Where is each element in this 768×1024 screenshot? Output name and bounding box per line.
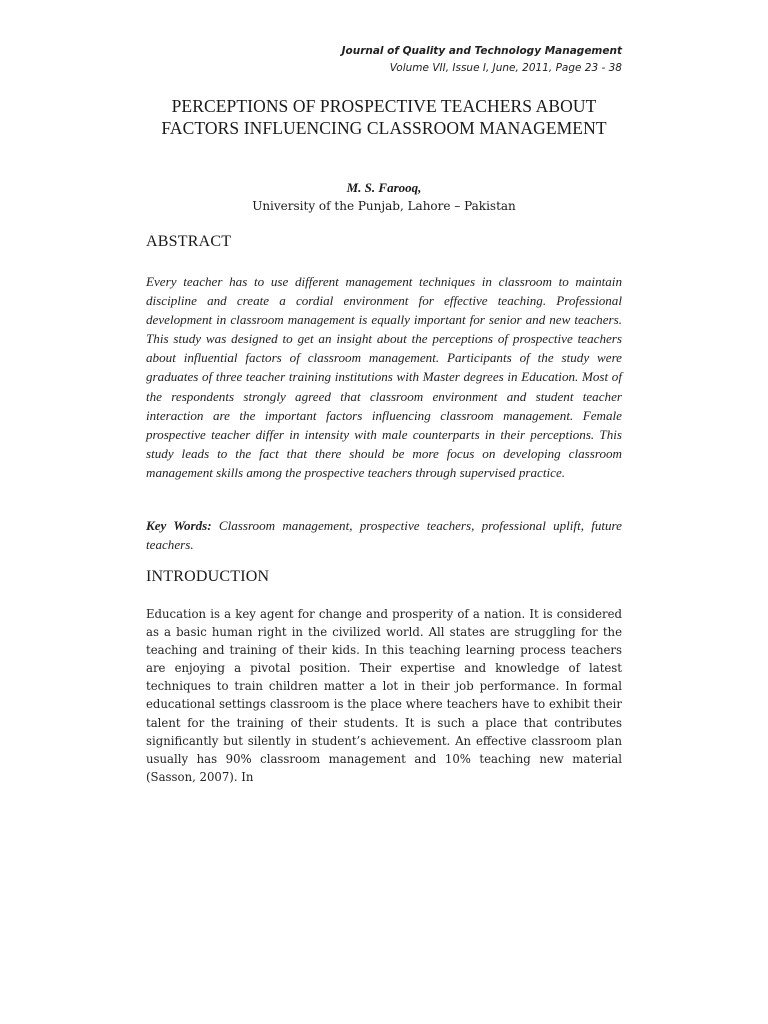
journal-issue: Volume VII, Issue I, June, 2011, Page 23 - 38 — [389, 62, 622, 74]
keywords-label: Key Words: — [146, 518, 212, 533]
journal-name: Journal of Quality and Technology Management — [341, 45, 622, 57]
author-block — [146, 178, 622, 216]
author-name: M. S. Farooq, — [346, 180, 422, 195]
abstract-text: Every teacher has to use different management techniques in classroom to maintain discipline and create a cordial environment for effective teaching. Professional development in classroom management is equally important for senior and new teachers. This study was designed to get an insight about the perceptions of prospective teachers about influential factors of classroom management. Participants of the study were graduates of three teacher training institutions with Master degrees in Education. Most of the respondents strongly agreed that classroom environment and student teacher interaction are the important factors influencing classroom management. Female prospective teacher differ in intensity with male counterparts in their perceptions. This study leads to the fact that there should be more focus on developing classroom management skills among the prospective teachers through supervised practice. — [146, 274, 622, 480]
author-affiliation: University of the Punjab, Lahore – Pakistan — [252, 199, 516, 213]
keywords — [146, 516, 622, 554]
paper-title: PERCEPTIONS OF PROSPECTIVE TEACHERS ABOUT FACTORS INFLUENCING CLASSROOM MANAGEMENT — [161, 96, 607, 138]
introduction-text: Education is a key agent for change and prosperity of a nation. It is considered as a basic human right in the civilized world. All states are struggling for the teaching and training of their kids. In this teaching learning process teachers are enjoying a pivotal position. Their expertise and knowledge of latest techniques to train children matter a lot in their job performance. In formal educational settings classroom is the place where teachers have to exhibit their talent for the training of their students. It is such a place that contributes significantly but silently in student’s achievement. An effective classroom plan usually has 90% classroom management and 10% teaching new material (Sasson, 2007). In — [146, 607, 622, 784]
journal-header — [342, 43, 622, 77]
abstract-heading: ABSTRACT — [146, 233, 232, 250]
introduction-heading: INTRODUCTION — [146, 568, 270, 585]
keywords-text: Classroom management, prospective teachers, professional uplift, future teachers. — [146, 518, 622, 552]
